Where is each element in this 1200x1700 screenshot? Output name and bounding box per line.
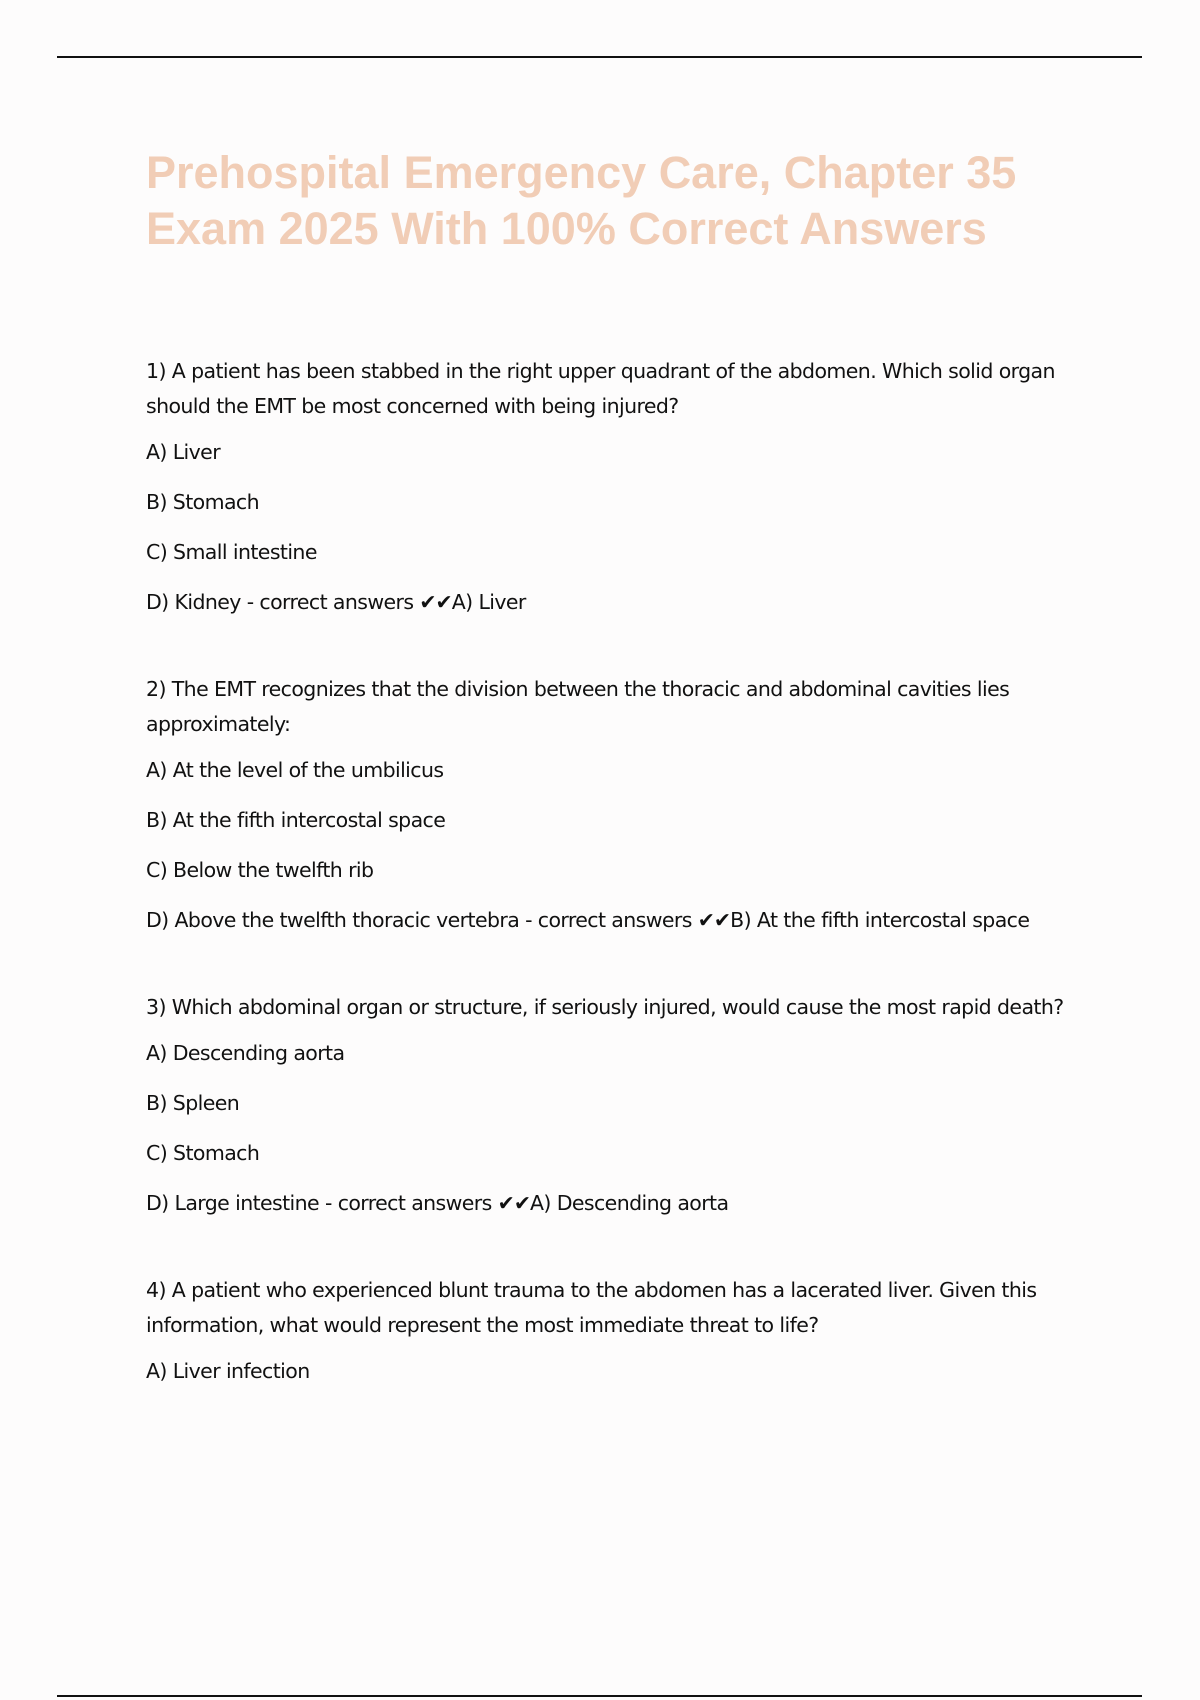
- answer-option: B) Spleen: [146, 1091, 240, 1115]
- question-text: 4) A patient who experienced blunt trauma to the abdomen has a lacerated liver. Given this information, what would represent the most immediate threat to life?: [146, 1278, 1037, 1337]
- question-block: [146, 990, 1086, 1221]
- answer-option-with-key: [146, 902, 1086, 938]
- answer-option: A) Liver: [146, 440, 221, 464]
- correct-answers-label: - correct answers: [240, 590, 420, 614]
- answer-option-label: D) Above the twelfth thoracic vertebra: [146, 908, 520, 932]
- answer-option: C) Small intestine: [146, 540, 317, 564]
- question-text: 2) The EMT recognizes that the division between the thoracic and abdominal cavities lies approximately:: [146, 677, 1010, 736]
- correct-answers-label: - correct answers: [519, 908, 698, 932]
- bottom-rule: [57, 1695, 1142, 1697]
- question-block: [146, 1273, 1086, 1389]
- answer-option: A) Descending aorta: [146, 1041, 345, 1065]
- answer-option: B) At the fifth intercostal space: [146, 808, 446, 832]
- answer-option: B) Stomach: [146, 490, 259, 514]
- answer-option-with-key: [146, 584, 1086, 620]
- correct-answers-label: - correct answers: [319, 1191, 498, 1215]
- answer-option: C) Stomach: [146, 1141, 260, 1165]
- answer-option-label: D) Large intestine: [146, 1191, 320, 1215]
- question-block: [146, 354, 1086, 620]
- question-list: [146, 354, 1086, 1441]
- answer-option: A) Liver infection: [146, 1359, 310, 1383]
- correct-answer: A) Descending aorta: [530, 1191, 729, 1215]
- question-text: 1) A patient has been stabbed in the right upper quadrant of the abdomen. Which solid organ should the EMT be most concerned with being injured?: [146, 359, 1055, 418]
- check-mark-icon: ✔✔: [419, 590, 452, 614]
- answer-option-with-key: [146, 1185, 1086, 1221]
- check-mark-icon: ✔✔: [697, 908, 731, 932]
- answer-option: C) Below the twelfth rib: [146, 858, 374, 882]
- check-mark-icon: ✔✔: [497, 1191, 530, 1215]
- document-title: Prehospital Emergency Care, Chapter 35 Exam 2025 With 100% Correct Answers: [146, 147, 1017, 254]
- top-rule: [57, 56, 1142, 58]
- correct-answer: A) Liver: [451, 590, 526, 614]
- answer-option: A) At the level of the umbilicus: [146, 758, 444, 782]
- question-block: [146, 672, 1086, 938]
- answer-option-label: D) Kidney: [146, 590, 241, 614]
- correct-answer: B) At the fifth intercostal space: [730, 908, 1030, 932]
- question-text: 3) Which abdominal organ or structure, if seriously injured, would cause the most rapid death?: [146, 995, 1064, 1019]
